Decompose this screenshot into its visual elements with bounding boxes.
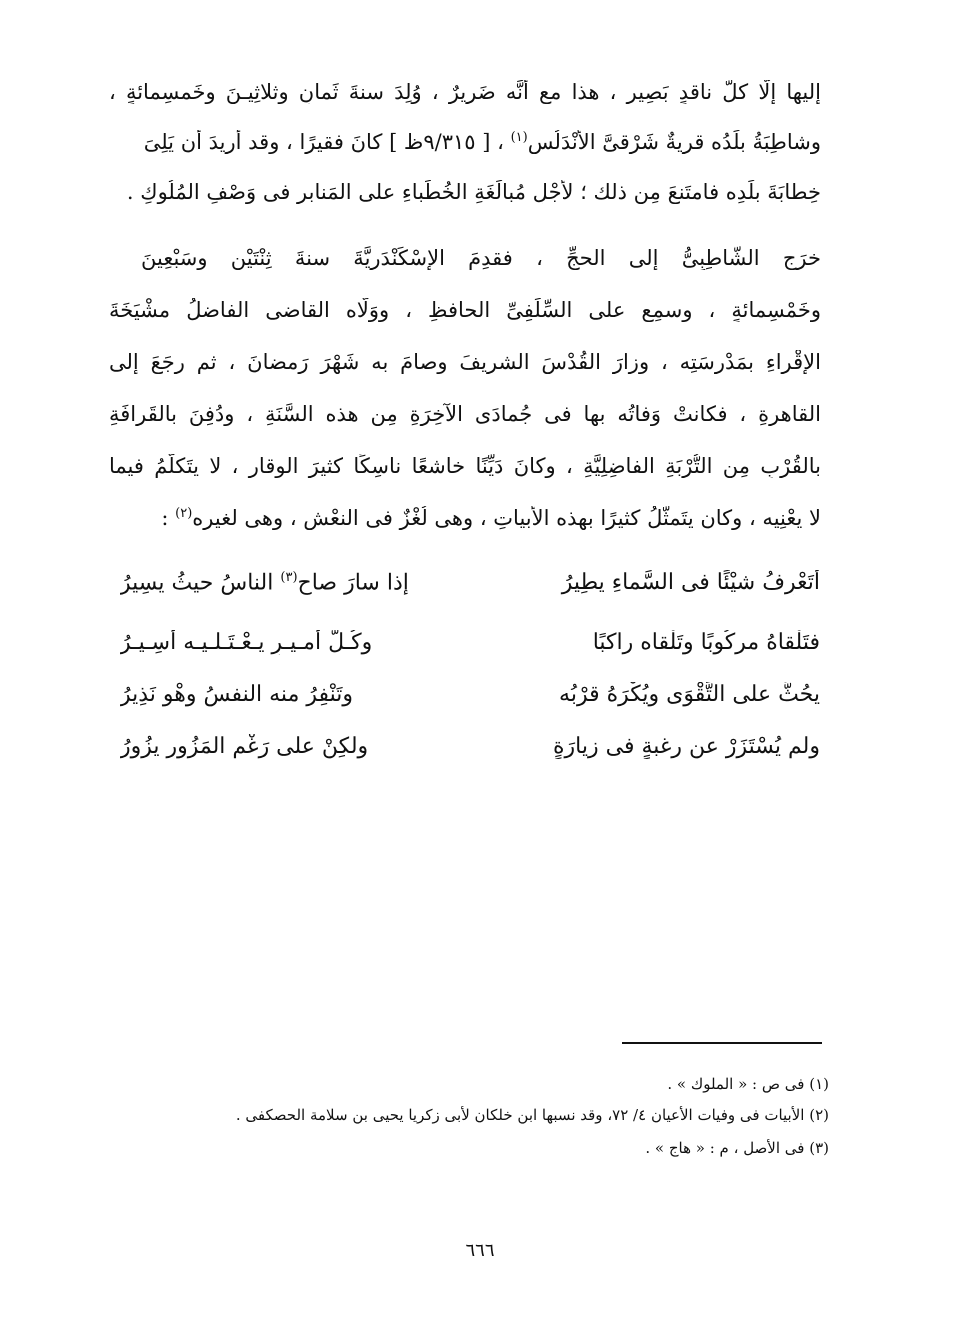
page-number: ٦٦٦ <box>465 1240 495 1261</box>
poem-hemistich-left-1-b: الناسُ حيثُ يسِيرُ <box>120 570 274 596</box>
poem-hemistich-left-4: ولكِنْ على رَغْمِ المَزُورِ يزُورُ <box>120 734 369 759</box>
footnote-separator <box>622 1042 822 1044</box>
para2-line-6-colon: : <box>161 506 169 530</box>
poem-hemistich-left-3: وتَنْفِرُ منه النفسُ وهْو نَذِيرُ <box>120 682 353 707</box>
poem-hemistich-right-4: ولم يُسْتَزَرْ عن رغبةٍ فى زيارَةٍ <box>553 734 820 759</box>
footnote-ref-2[interactable]: (٢) <box>175 506 193 521</box>
para2-line-6 <box>109 506 821 530</box>
footnote-ref-3[interactable]: (٣) <box>280 570 298 585</box>
para2-line-4: القاهرةِ ، فكانتْ وَفاتُه بها فى جُمادَى الآخِرَةِ مِن هذه السَّنَةِ ، ودُفِنَ بالقَرافَةِ <box>109 402 821 426</box>
body-line-1: إليها إلَّا كلُّ ناقدٍ بَصِيرٍ ، هذا مع أنَّه ضَرِيرٌ ، وُلِدَ سنةَ ثَمانٍ وثلاثِيـنَ وخَمسِمائةٍ ، <box>109 80 821 104</box>
poem-hemistich-right-3: يحُثُّ على التَّقْوَى ويُكْرَهُ قرْبُه <box>559 682 820 707</box>
body-line-2-start: وشاطِبَةُ بلَدُه قريةٌ شَرْقىَّ الأنْدَلُسِ <box>527 130 821 154</box>
poem-hemistich-left-2: وكُـلُّ أمـيـرٍ يـعْـتَـلـيـه أسِـيـرُ <box>120 630 373 655</box>
body-line-2-end: ، [ ٩/٣١٥ظ ] كانَ فقيرًا ، وقد أُرِيدَ أن يَلِىَ <box>143 130 504 154</box>
footnote-ref-1[interactable]: (١) <box>510 130 528 145</box>
para2-line-5: بالقُرْبِ مِن التُّرْبَةِ الفاضِلِيَّةِ ، وكانَ دَيِّنًا خاشعًا ناسِكًا كثيرَ الوقارِ ، لا يتَكلَّمُ فيما <box>109 454 821 478</box>
body-line-3: خِطابَةَ بلَدِه فامتَنعَ مِن ذلك ؛ لأجْلِ مُبالَغَةِ الخُطَباءِ على المَنابرِ فى وَصْفِ المُلُوكِ . <box>126 180 821 204</box>
para2-line-2: وخَمْسِمائةٍ ، وسمِع على السِّلَفِىِّ الحافظِ ، ووَلَّاه القاضى الفاضلُ مشْيَخَةَ <box>109 298 821 322</box>
para2-line-1: خرَج الشَّاطِبِىُّ إلى الحجِّ ، فقدِمَ الإسْكَنْدَرِيَّةَ سنةَ ثِنْتَيْنِ وسَبْعِينَ <box>141 246 821 270</box>
footnote-1: (١) فى ص : « الملوك » . <box>667 1075 829 1093</box>
para2-line-6-text: لا يعْنِيه ، وكان يتَمثَّلُ كثيرًا بهذه الأبياتِ ، وهى لُغْزٌ فى النعْشِ ، وهى لغيرِه <box>192 506 821 530</box>
para2-line-3: الإِقْراءِ بمَدْرسَتِه ، وزارَ القُدْسَ الشريفَ وصامَ به شَهْرَ رَمضانَ ، ثم رجَعَ إلى <box>109 350 821 374</box>
body-line-2 <box>109 130 821 154</box>
poem-hemistich-left-1-a: إذا سارَ صاح <box>297 570 409 596</box>
poem-hemistich-left-1 <box>120 570 450 595</box>
footnote-2: (٢) الأبيات فى وفيات الأعيان ٤/ ٧٢، وقد نسبها ابن خلكان لأبى زكريا يحيى بن سلامة الحصكفى . <box>235 1106 829 1124</box>
poem-hemistich-right-1: أَتَعْرِفُ شيْئًا فى السَّماءِ يطِيرُ <box>561 570 820 595</box>
poem-hemistich-right-2: فتَلْقاهُ مركُوبًا وتَلْقاه راكبًا <box>592 630 820 655</box>
footnote-3: (٣) فى الأصل ، م : « هاج » . <box>645 1139 829 1157</box>
